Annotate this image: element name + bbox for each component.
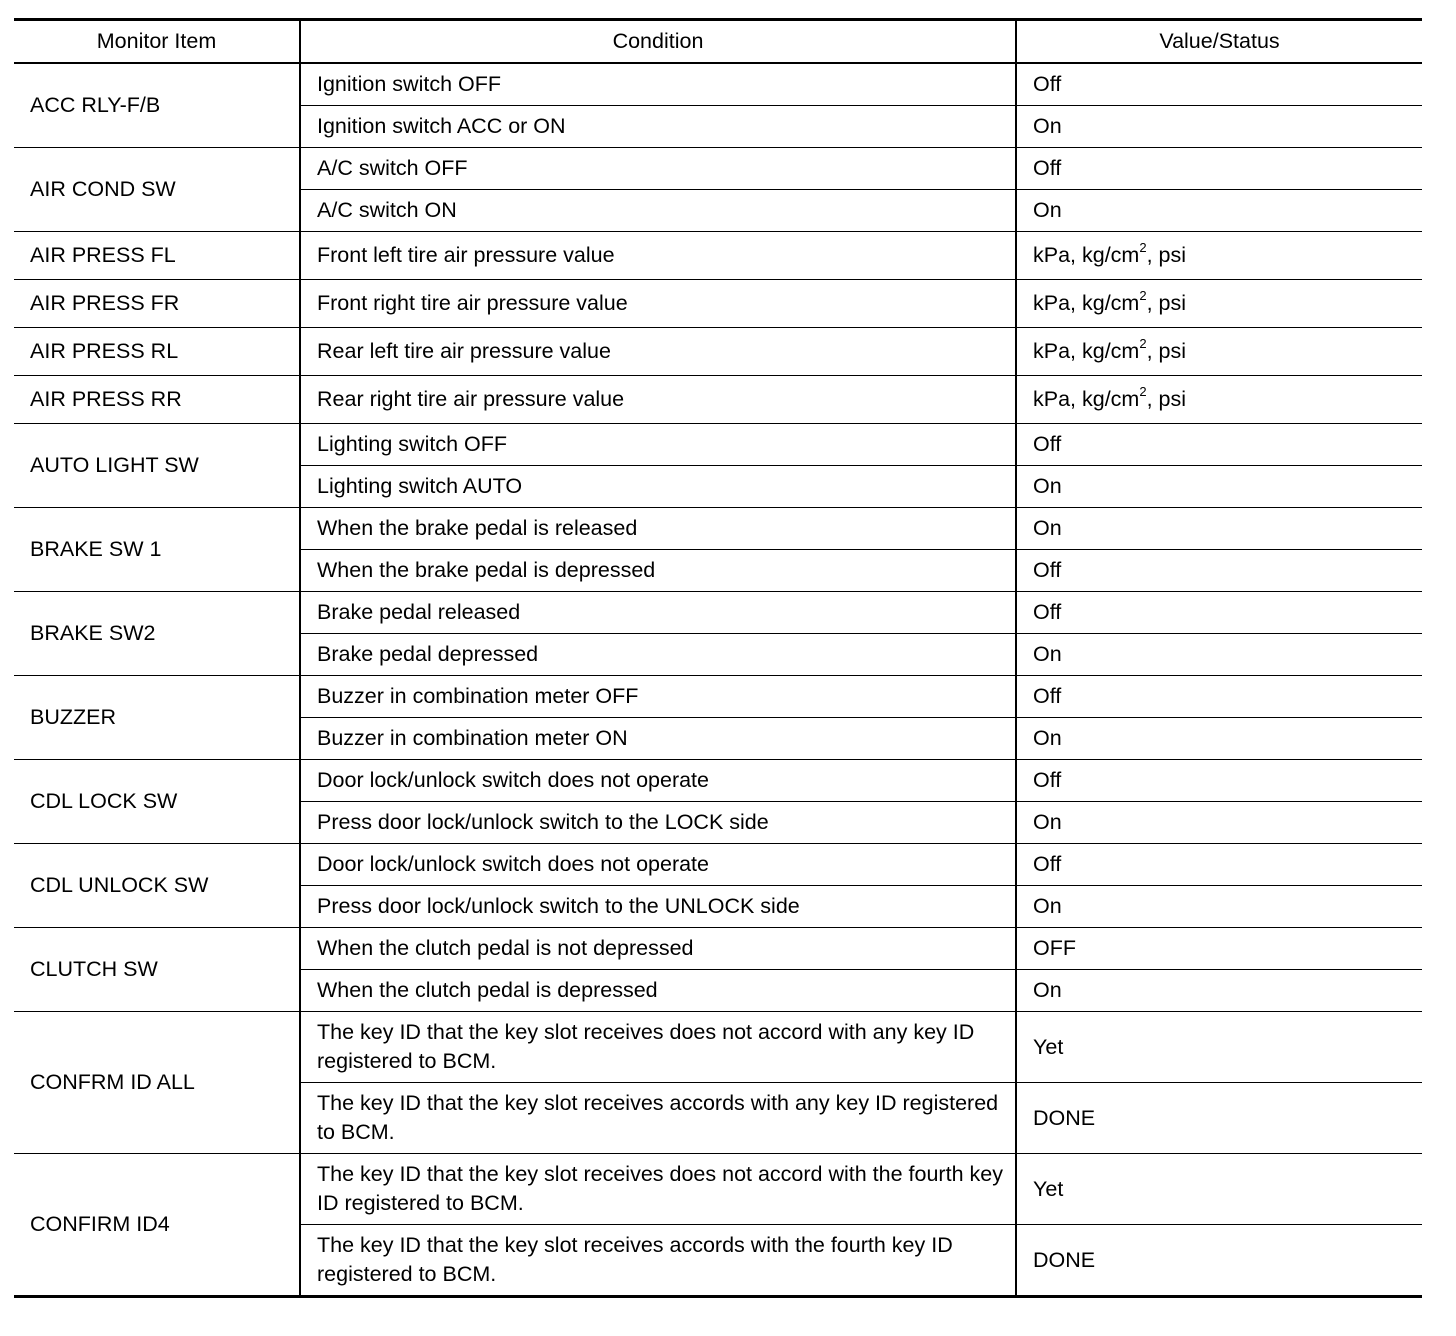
monitor-item-cell: AIR COND SW: [14, 148, 300, 232]
value-unit-text: kPa, kg/cm: [1033, 291, 1140, 315]
condition-cell: Ignition switch OFF: [300, 63, 1016, 106]
monitor-item-cell: BRAKE SW2: [14, 592, 300, 676]
value-cell: On: [1016, 718, 1422, 760]
table-row: [14, 592, 1422, 634]
table-row: [14, 928, 1422, 970]
superscript: 2: [1139, 287, 1147, 303]
monitor-item-cell: AUTO LIGHT SW: [14, 424, 300, 508]
monitor-item-cell: BUZZER: [14, 676, 300, 760]
value-cell: Off: [1016, 424, 1422, 466]
value-cell: [1016, 280, 1422, 328]
condition-cell: Door lock/unlock switch does not operate: [300, 844, 1016, 886]
condition-cell: Brake pedal depressed: [300, 634, 1016, 676]
header-condition: Condition: [300, 20, 1016, 64]
table-row: [14, 280, 1422, 328]
superscript: 2: [1139, 335, 1147, 351]
value-cell: On: [1016, 802, 1422, 844]
condition-cell: The key ID that the key slot receives does not accord with any key ID registered to BCM.: [300, 1012, 1016, 1083]
table-row: [14, 1154, 1422, 1225]
value-unit-text: kPa, kg/cm: [1033, 339, 1140, 363]
header-row: [14, 20, 1422, 64]
monitor-item-cell: CONFIRM ID4: [14, 1154, 300, 1297]
value-unit-text: , psi: [1146, 291, 1187, 315]
value-cell: Yet: [1016, 1154, 1422, 1225]
value-cell: Off: [1016, 63, 1422, 106]
value-cell: Yet: [1016, 1012, 1422, 1083]
monitor-item-cell: CONFRM ID ALL: [14, 1012, 300, 1154]
table-row: [14, 63, 1422, 106]
value-cell: Off: [1016, 148, 1422, 190]
value-cell: DONE: [1016, 1225, 1422, 1297]
monitor-item-cell: CLUTCH SW: [14, 928, 300, 1012]
condition-cell: A/C switch OFF: [300, 148, 1016, 190]
value-cell: [1016, 376, 1422, 424]
value-cell: On: [1016, 634, 1422, 676]
monitor-item-cell: AIR PRESS FL: [14, 232, 300, 280]
condition-cell: The key ID that the key slot receives does not accord with the fourth key ID registered to BCM.: [300, 1154, 1016, 1225]
value-cell: Off: [1016, 676, 1422, 718]
condition-cell: Brake pedal released: [300, 592, 1016, 634]
monitor-item-cell: ACC RLY-F/B: [30, 93, 161, 117]
monitor-item-table: [14, 18, 1422, 1298]
monitor-item-cell: AIR PRESS FR: [14, 280, 300, 328]
value-unit-text: kPa, kg/cm: [1033, 387, 1140, 411]
condition-cell: Buzzer in combination meter OFF: [300, 676, 1016, 718]
value-cell: On: [1016, 106, 1422, 148]
condition-cell: Buzzer in combination meter ON: [300, 718, 1016, 760]
condition-cell: Lighting switch OFF: [300, 424, 1016, 466]
value-cell: On: [1016, 970, 1422, 1012]
monitor-item-cell: BRAKE SW 1: [14, 508, 300, 592]
condition-cell: Door lock/unlock switch does not operate: [300, 760, 1016, 802]
value-cell: OFF: [1016, 928, 1422, 970]
condition-cell: When the clutch pedal is depressed: [300, 970, 1016, 1012]
value-unit-text: , psi: [1146, 387, 1187, 411]
condition-cell: Front left tire air pressure value: [300, 232, 1016, 280]
value-cell: Off: [1016, 550, 1422, 592]
value-unit-text: , psi: [1146, 339, 1187, 363]
table-row: [14, 148, 1422, 190]
monitor-item-cell: AIR PRESS RR: [14, 376, 300, 424]
condition-cell: Rear right tire air pressure value: [300, 376, 1016, 424]
table-row: [14, 424, 1422, 466]
value-cell: On: [1016, 886, 1422, 928]
value-cell: Off: [1016, 592, 1422, 634]
condition-cell: When the clutch pedal is not depressed: [300, 928, 1016, 970]
table-row: [14, 760, 1422, 802]
monitor-item-cell: CDL LOCK SW: [14, 760, 300, 844]
condition-cell: Press door lock/unlock switch to the LOCK side: [300, 802, 1016, 844]
table-row: [14, 508, 1422, 550]
value-cell: [1016, 328, 1422, 376]
value-cell: On: [1016, 508, 1422, 550]
condition-cell: Front right tire air pressure value: [300, 280, 1016, 328]
monitor-item-cell: AIR PRESS RL: [14, 328, 300, 376]
superscript: 2: [1139, 239, 1147, 255]
condition-cell: A/C switch ON: [300, 190, 1016, 232]
condition-cell: The key ID that the key slot receives accords with any key ID registered to BCM.: [300, 1083, 1016, 1154]
value-cell: Off: [1016, 760, 1422, 802]
value-cell: Off: [1016, 844, 1422, 886]
condition-cell: Rear left tire air pressure value: [300, 328, 1016, 376]
table-row: [14, 1012, 1422, 1083]
value-cell: On: [1016, 466, 1422, 508]
value-cell: [1016, 232, 1422, 280]
condition-cell: When the brake pedal is depressed: [300, 550, 1016, 592]
table-row: [14, 376, 1422, 424]
superscript: 2: [1139, 383, 1147, 399]
value-cell: DONE: [1016, 1083, 1422, 1154]
table-row: [14, 232, 1422, 280]
header-value-status: Value/Status: [1016, 20, 1422, 64]
value-unit-text: , psi: [1146, 243, 1187, 267]
table-row: [14, 328, 1422, 376]
value-cell: On: [1016, 190, 1422, 232]
condition-cell: Ignition switch ACC or ON: [300, 106, 1016, 148]
condition-cell: The key ID that the key slot receives accords with the fourth key ID registered to BCM.: [300, 1225, 1016, 1297]
value-unit-text: kPa, kg/cm: [1033, 243, 1140, 267]
condition-cell: When the brake pedal is released: [300, 508, 1016, 550]
condition-cell: Lighting switch AUTO: [300, 466, 1016, 508]
monitor-item-cell: CDL UNLOCK SW: [14, 844, 300, 928]
table-row: [14, 844, 1422, 886]
header-monitor-item: Monitor Item: [14, 20, 300, 64]
condition-cell: Press door lock/unlock switch to the UNLOCK side: [300, 886, 1016, 928]
table-row: [14, 676, 1422, 718]
